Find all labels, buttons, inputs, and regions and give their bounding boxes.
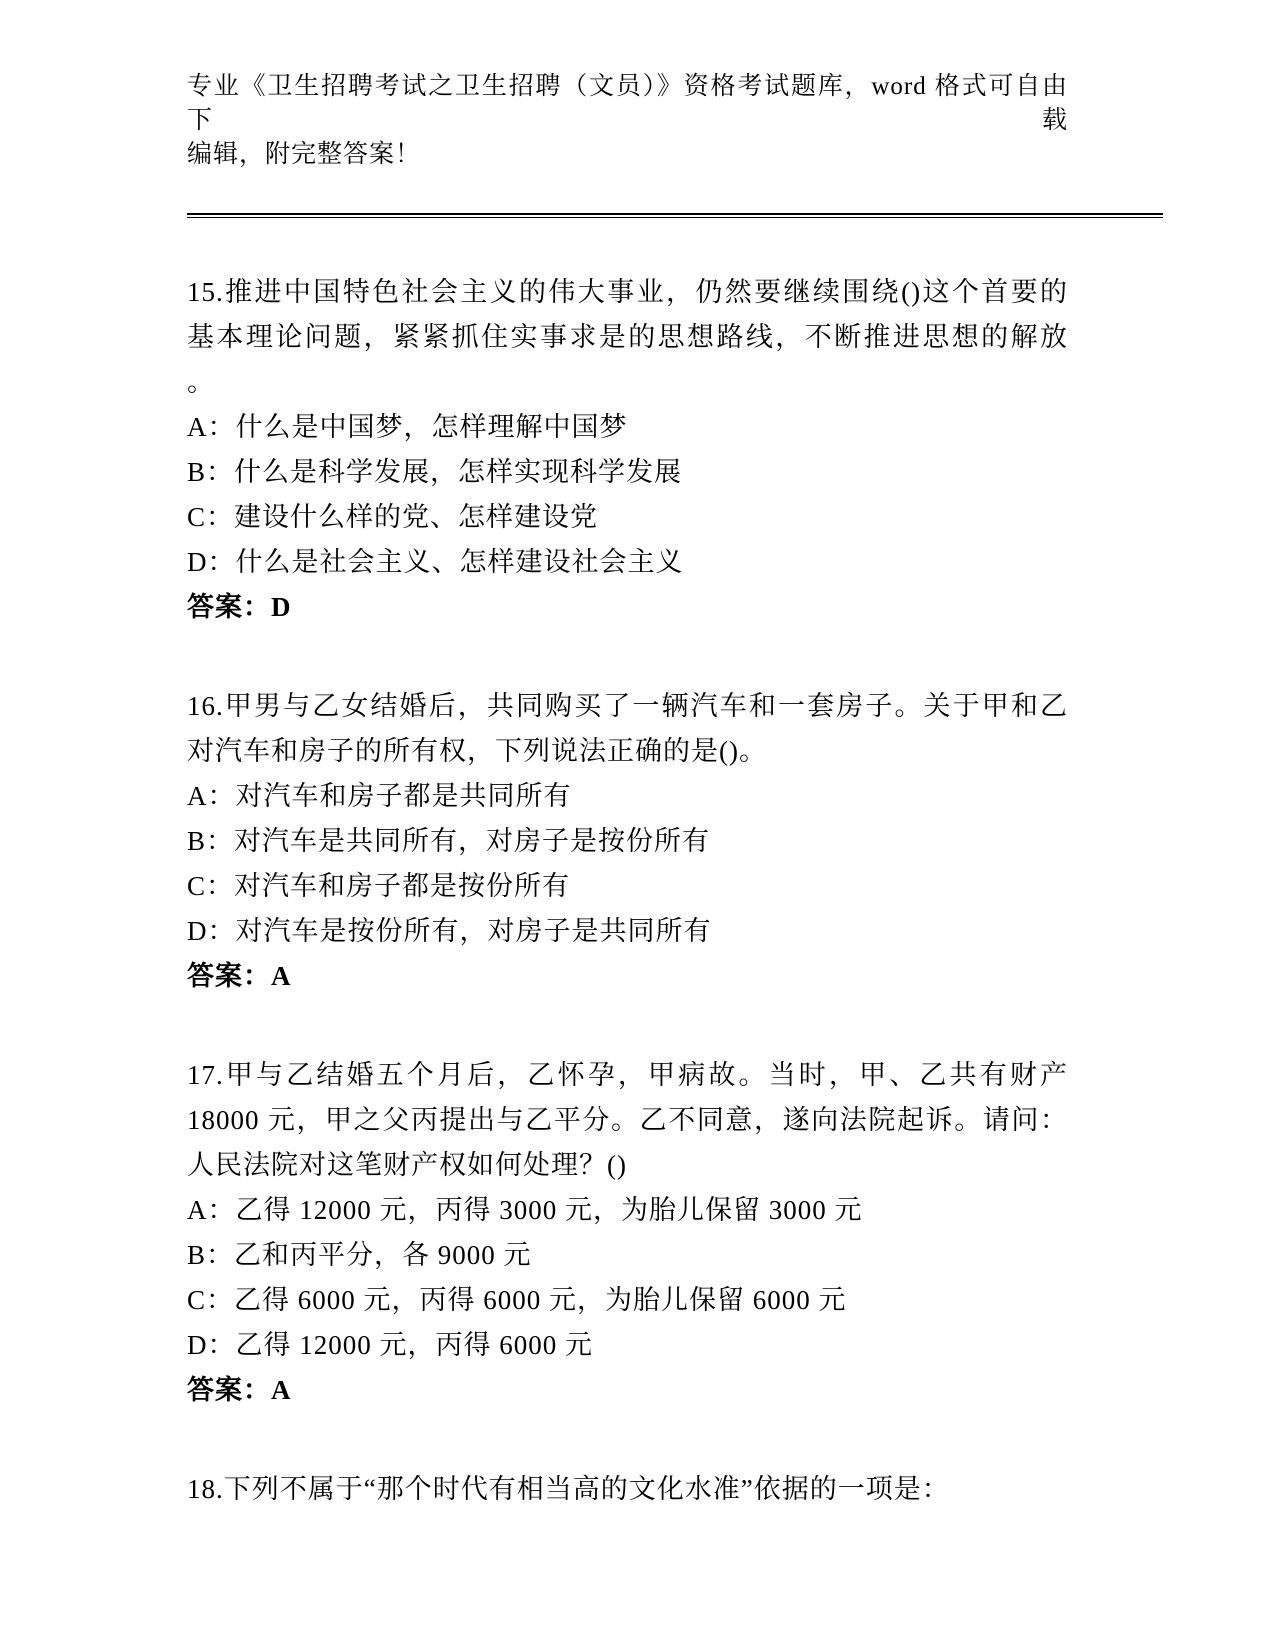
question-17 (187, 1053, 1068, 1413)
question-stem-line: 18000 元，甲之父丙提出与乙平分。乙不同意，遂向法院起诉。请问： (187, 1105, 1068, 1135)
answer-line: 答案：A (187, 961, 292, 991)
option-a: A：什么是中国梦，怎样理解中国梦 (187, 412, 628, 442)
option-d: D：乙得 12000 元，丙得 6000 元 (187, 1330, 593, 1360)
option-c: C：建设什么样的党、怎样建设党 (187, 502, 599, 532)
question-16 (187, 684, 1068, 999)
option-c: C：乙得 6000 元，丙得 6000 元，为胎儿保留 6000 元 (187, 1285, 847, 1315)
question-stem-line: 17.甲与乙结婚五个月后，乙怀孕，甲病故。当时，甲、乙共有财产 (187, 1060, 1068, 1090)
question-18 (187, 1467, 1068, 1512)
question-stem-line: 基本理论问题，紧紧抓住实事求是的思想路线，不断推进思想的解放 (187, 322, 1068, 352)
option-b: B：什么是科学发展，怎样实现科学发展 (187, 457, 683, 487)
option-d: D：对汽车是按份所有，对房子是共同所有 (187, 916, 712, 946)
header-line: 专业《卫生招聘考试之卫生招聘（文员）》资格考试题库，word 格式可自由下载 (187, 73, 1068, 134)
question-stem-line: 15.推进中国特色社会主义的伟大事业，仍然要继续围绕()这个首要的 (187, 277, 1068, 307)
question-stem-line: 人民法院对这笔财产权如何处理？() (187, 1150, 627, 1180)
option-a: A：对汽车和房子都是共同所有 (187, 781, 572, 811)
option-d: D：什么是社会主义、怎样建设社会主义 (187, 547, 684, 577)
question-stem-line: 。 (187, 367, 215, 397)
question-stem-line: 16.甲男与乙女结婚后，共同购买了一辆汽车和一套房子。关于甲和乙 (187, 691, 1068, 721)
question-stem-line: 18.下列不属于“那个时代有相当高的文化水准”依据的一项是： (187, 1474, 950, 1504)
option-c: C：对汽车和房子都是按份所有 (187, 871, 571, 901)
question-15 (187, 270, 1068, 630)
option-a: A：乙得 12000 元，丙得 3000 元，为胎儿保留 3000 元 (187, 1195, 863, 1225)
page-header (187, 70, 1068, 172)
answer-line: 答案：D (187, 592, 292, 622)
header-rule-divider (187, 213, 1163, 218)
answer-line: 答案：A (187, 1375, 292, 1405)
header-line: 编辑，附完整答案！ (187, 141, 422, 168)
question-stem-line: 对汽车和房子的所有权，下列说法正确的是()。 (187, 736, 767, 766)
option-b: B：对汽车是共同所有，对房子是按份所有 (187, 826, 711, 856)
option-b: B：乙和丙平分，各 9000 元 (187, 1240, 532, 1270)
